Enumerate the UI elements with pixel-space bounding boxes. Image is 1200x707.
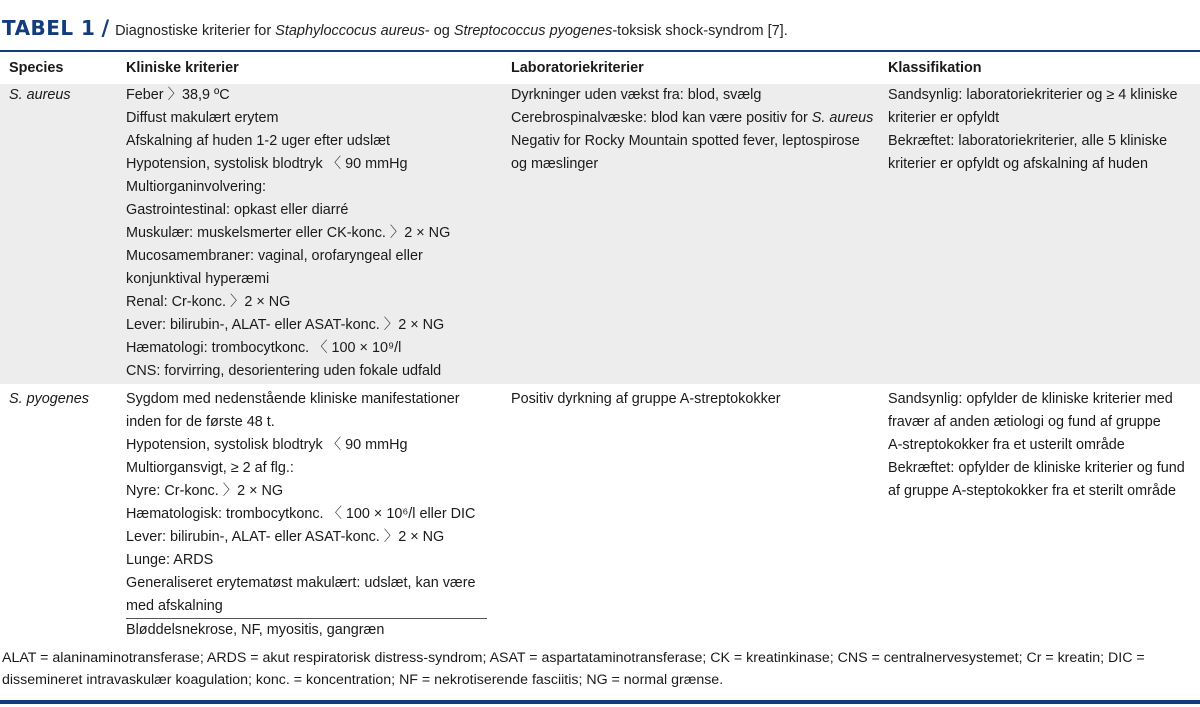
lab-line: Dyrkninger uden vækst fra: blod, svælg bbox=[511, 87, 762, 103]
clinical-line: Hypotension, systolisk blodtryk 〈 90 mmHg bbox=[126, 156, 408, 172]
clinical-line: CNS: forvirring, desorientering uden fokale udfald bbox=[126, 363, 442, 379]
lab-line bbox=[511, 107, 879, 130]
clinical-line: Gastrointestinal: opkast eller diarré bbox=[126, 202, 349, 218]
caption-suffix: -toksisk shock-syndrom [7]. bbox=[612, 23, 788, 39]
clinical-line: Nyre: Cr-konc. 〉2 × NG bbox=[126, 483, 284, 499]
clinical-line: Multiorganinvolvering: bbox=[126, 179, 266, 195]
caption-mid: - og bbox=[424, 23, 454, 39]
table-header-row bbox=[0, 52, 1200, 84]
lab-line-text: Cerebrospinalvæske: blod kan være positiv for bbox=[511, 110, 812, 126]
lab-line-species: S. aureus bbox=[811, 110, 874, 126]
clinical-line: Hypotension, systolisk blodtryk 〈 90 mmHg bbox=[126, 437, 408, 453]
caption-species-2: Streptococcus pyogenes bbox=[453, 23, 613, 39]
caption-prefix: Diagnostiske kriterier for bbox=[115, 23, 276, 39]
classification-line: Sandsynlig: laboratoriekriterier og ≥ 4 kliniske bbox=[888, 87, 1178, 103]
clinical-line: inden for de første 48 t. bbox=[126, 414, 275, 430]
clinical-line: med afskalning bbox=[126, 595, 487, 619]
clinical-cell bbox=[117, 84, 502, 384]
table-row-s-pyogenes bbox=[0, 384, 1200, 642]
classification-cell bbox=[879, 84, 1200, 384]
footnote-line: ALAT = alaninaminotransferase; ARDS = akut respiratorisk distress-syndrom; ASAT = aspartataminotransferase; CK = kreatinkinase; CNS = centralnervesystemet; Cr = kreatin; DIC = bbox=[2, 650, 1145, 666]
lab-line: og mæslinger bbox=[511, 156, 599, 172]
classification-line: A-streptokokker fra et usterilt område bbox=[888, 437, 1125, 453]
lab-cell bbox=[502, 388, 879, 642]
species-cell: S. pyogenes bbox=[9, 391, 90, 407]
header-species: Species bbox=[9, 60, 64, 76]
header-clinical: Kliniske kriterier bbox=[126, 60, 239, 76]
classification-line: Bekræftet: opfylder de kliniske kriterier og fund bbox=[888, 460, 1185, 476]
clinical-line: Multiorgansvigt, ≥ 2 af flg.: bbox=[126, 460, 294, 476]
abbreviations-footnote bbox=[2, 647, 1192, 691]
clinical-line: Mucosamembraner: vaginal, orofaryngeal eller bbox=[126, 248, 423, 264]
clinical-line: Lunge: ARDS bbox=[126, 552, 214, 568]
classification-line: kriterier er opfyldt bbox=[888, 110, 1000, 126]
table-title bbox=[2, 16, 1198, 40]
clinical-line: Bløddelsnekrose, NF, myositis, gangræn bbox=[126, 622, 385, 638]
clinical-line: Afskalning af huden 1-2 uger efter udslæt bbox=[126, 133, 390, 149]
clinical-line: Hæmatologi: trombocytkonc. 〈 100 × 10⁹/l bbox=[126, 340, 402, 356]
table-caption bbox=[115, 23, 788, 39]
bottom-rule bbox=[0, 700, 1200, 704]
species-cell: S. aureus bbox=[9, 87, 71, 103]
clinical-line: Sygdom med nedenstående kliniske manifestationer bbox=[126, 391, 460, 407]
clinical-line: Muskulær: muskelsmerter eller CK-konc. 〉2 × NG bbox=[126, 225, 451, 241]
clinical-line: Feber 〉38,9 ºC bbox=[126, 87, 230, 103]
clinical-cell bbox=[117, 388, 502, 642]
classification-line: Bekræftet: laboratoriekriterier, alle 5 kliniske bbox=[888, 133, 1168, 149]
table-row-s-aureus bbox=[0, 84, 1200, 384]
clinical-line: Hæmatologisk: trombocytkonc. 〈 100 × 10⁶/l eller DIC bbox=[126, 506, 476, 522]
footnote-line: dissemineret intravaskulær koagulation; konc. = koncentration; NF = nekrotiserende fasciitis; NG = normal grænse. bbox=[2, 672, 724, 688]
header-classification: Klassifikation bbox=[888, 60, 982, 76]
clinical-line: Lever: bilirubin-, ALAT- eller ASAT-konc. 〉2 × NG bbox=[126, 317, 445, 333]
criteria-table bbox=[0, 52, 1200, 642]
lab-cell bbox=[502, 84, 879, 384]
clinical-line: Diffust makulært erytem bbox=[126, 110, 279, 126]
clinical-line: Renal: Cr-konc. 〉2 × NG bbox=[126, 294, 291, 310]
classification-line: af gruppe A-steptokokker fra et sterilt område bbox=[888, 483, 1176, 499]
clinical-line: konjunktival hyperæmi bbox=[126, 271, 270, 287]
title-slash: / bbox=[101, 16, 110, 40]
classification-line: fravær af anden ætiologi og fund af gruppe bbox=[888, 414, 1161, 430]
caption-species-1: Staphyloccocus aureus bbox=[275, 23, 425, 39]
clinical-line: Generaliseret erytematøst makulært: udslæt, kan være bbox=[126, 575, 476, 591]
lab-line: Negativ for Rocky Mountain spotted fever, leptospirose bbox=[511, 133, 860, 149]
classification-line: Sandsynlig: opfylder de kliniske kriterier med bbox=[888, 391, 1173, 407]
table-label: TABEL 1 bbox=[2, 16, 96, 40]
classification-cell bbox=[879, 388, 1200, 642]
lab-line: Positiv dyrkning af gruppe A-streptokokker bbox=[511, 391, 781, 407]
classification-line: kriterier er opfyldt og afskalning af huden bbox=[888, 156, 1148, 172]
header-lab: Laboratoriekriterier bbox=[511, 60, 644, 76]
clinical-line: Lever: bilirubin-, ALAT- eller ASAT-konc. 〉2 × NG bbox=[126, 529, 445, 545]
